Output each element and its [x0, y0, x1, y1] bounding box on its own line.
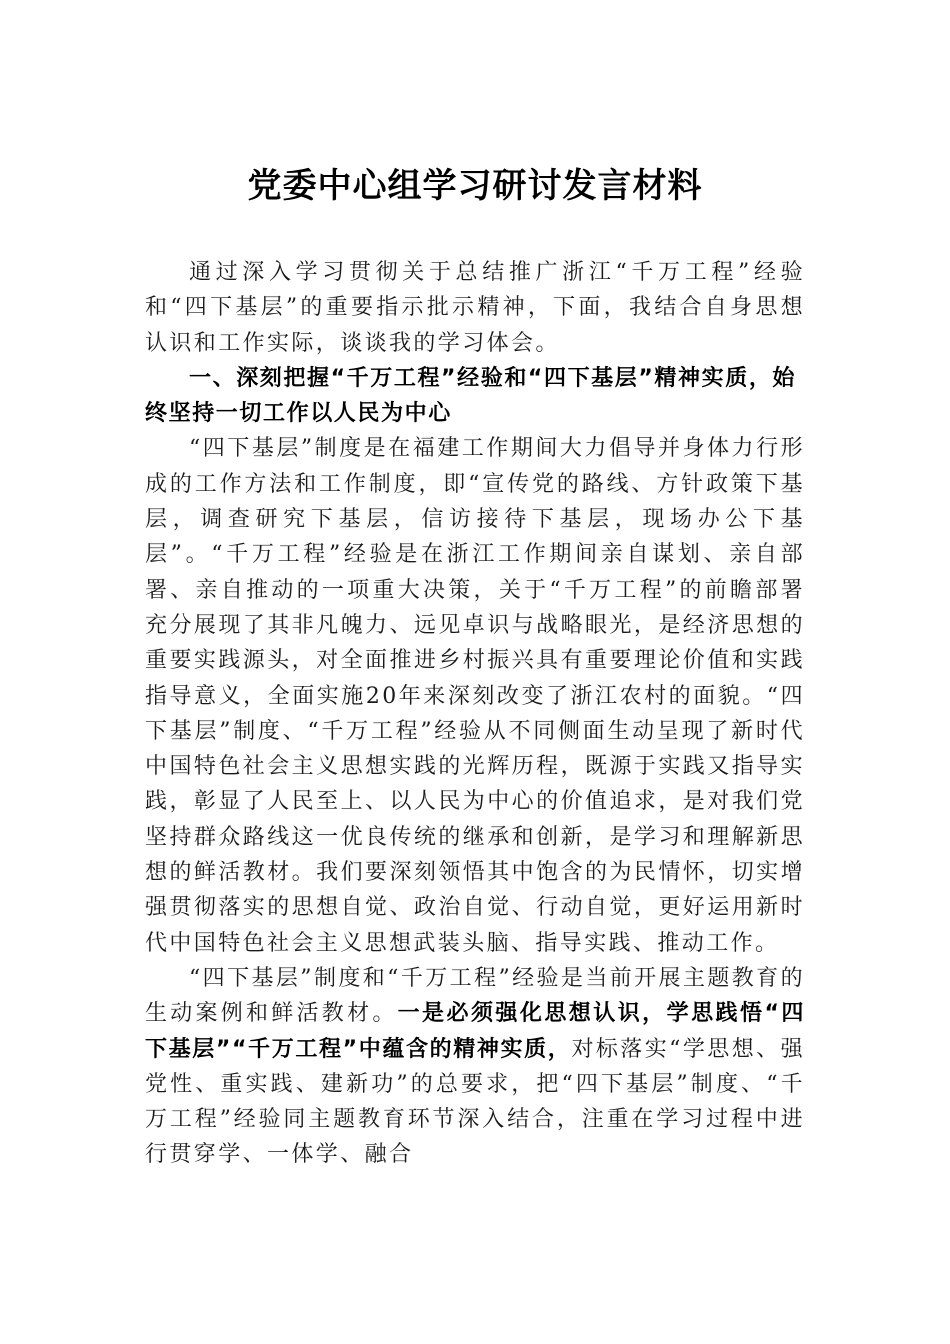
body-paragraph: “四下基层”制度是在福建工作期间大力倡导并身体力行形成的工作方法和工作制度，即“宣传党的路线、方针政策下基层，调查研究下基层，信访接待下基层，现场办公下基层”。“千万工程”经验是在浙江工作期间亲自谋划、亲自部署、亲自推动的一项重大决策，关于“千万工程”的前瞻部署充分展现了其非凡魄力、远见卓识与战略眼光，是经济思想的重要实践源头，对全面推进乡村振兴具有重要理论价值和实践指导意义，全面实施20年来深刻改变了浙江农村的面貌。“四下基层”制度、“千万工程”经验从不同侧面生动呈现了新时代中国特色社会主义思想实践的光辉历程，既源于实践又指导实践，彰显了人民至上、以人民为中心的价值追求，是对我们党坚持群众路线这一优良传统的继承和创新，是学习和理解新思想的鲜活教材。我们要深刻领悟其中饱含的为民情怀，切实增强贯彻落实的思想自觉、政治自觉、行动自觉，更好运用新时代中国特色社会主义思想武装头脑、指导实践、推动工作。 — [145, 436, 805, 956]
body-paragraph-2 — [145, 961, 805, 1173]
document-title: 党委中心组学习研讨发言材料 — [247, 166, 703, 206]
paragraph-text-continued: 对标落实“学思想、强党性、重实践、建新功”的总要求，把“四下基层”制度、“千万工程”经验同主题教育环节深入结合，注重在学习过程中进行贯穿学、一体学、融合 — [145, 1036, 806, 1168]
emphasis-text: 一是必须强化思想认识，学思践悟“四下基层”“千万工程”中蕴含的精神实质， — [145, 1001, 805, 1062]
paragraph-text: “四下基层”制度和“千万工程”经验是当前开展主题教育的生动案例和鲜活教材。 — [145, 965, 805, 1027]
document-body — [145, 255, 805, 1173]
section-heading: 一、深刻把握“千万工程”经验和“四下基层”精神实质，始终坚持一切工作以人民为中心 — [145, 365, 797, 427]
intro-paragraph: 通过深入学习贯彻关于总结推广浙江“千万工程”经验和“四下基层”的重要指示批示精神，下面，我结合自身思想认识和工作实际，谈谈我的学习体会。 — [145, 260, 805, 356]
